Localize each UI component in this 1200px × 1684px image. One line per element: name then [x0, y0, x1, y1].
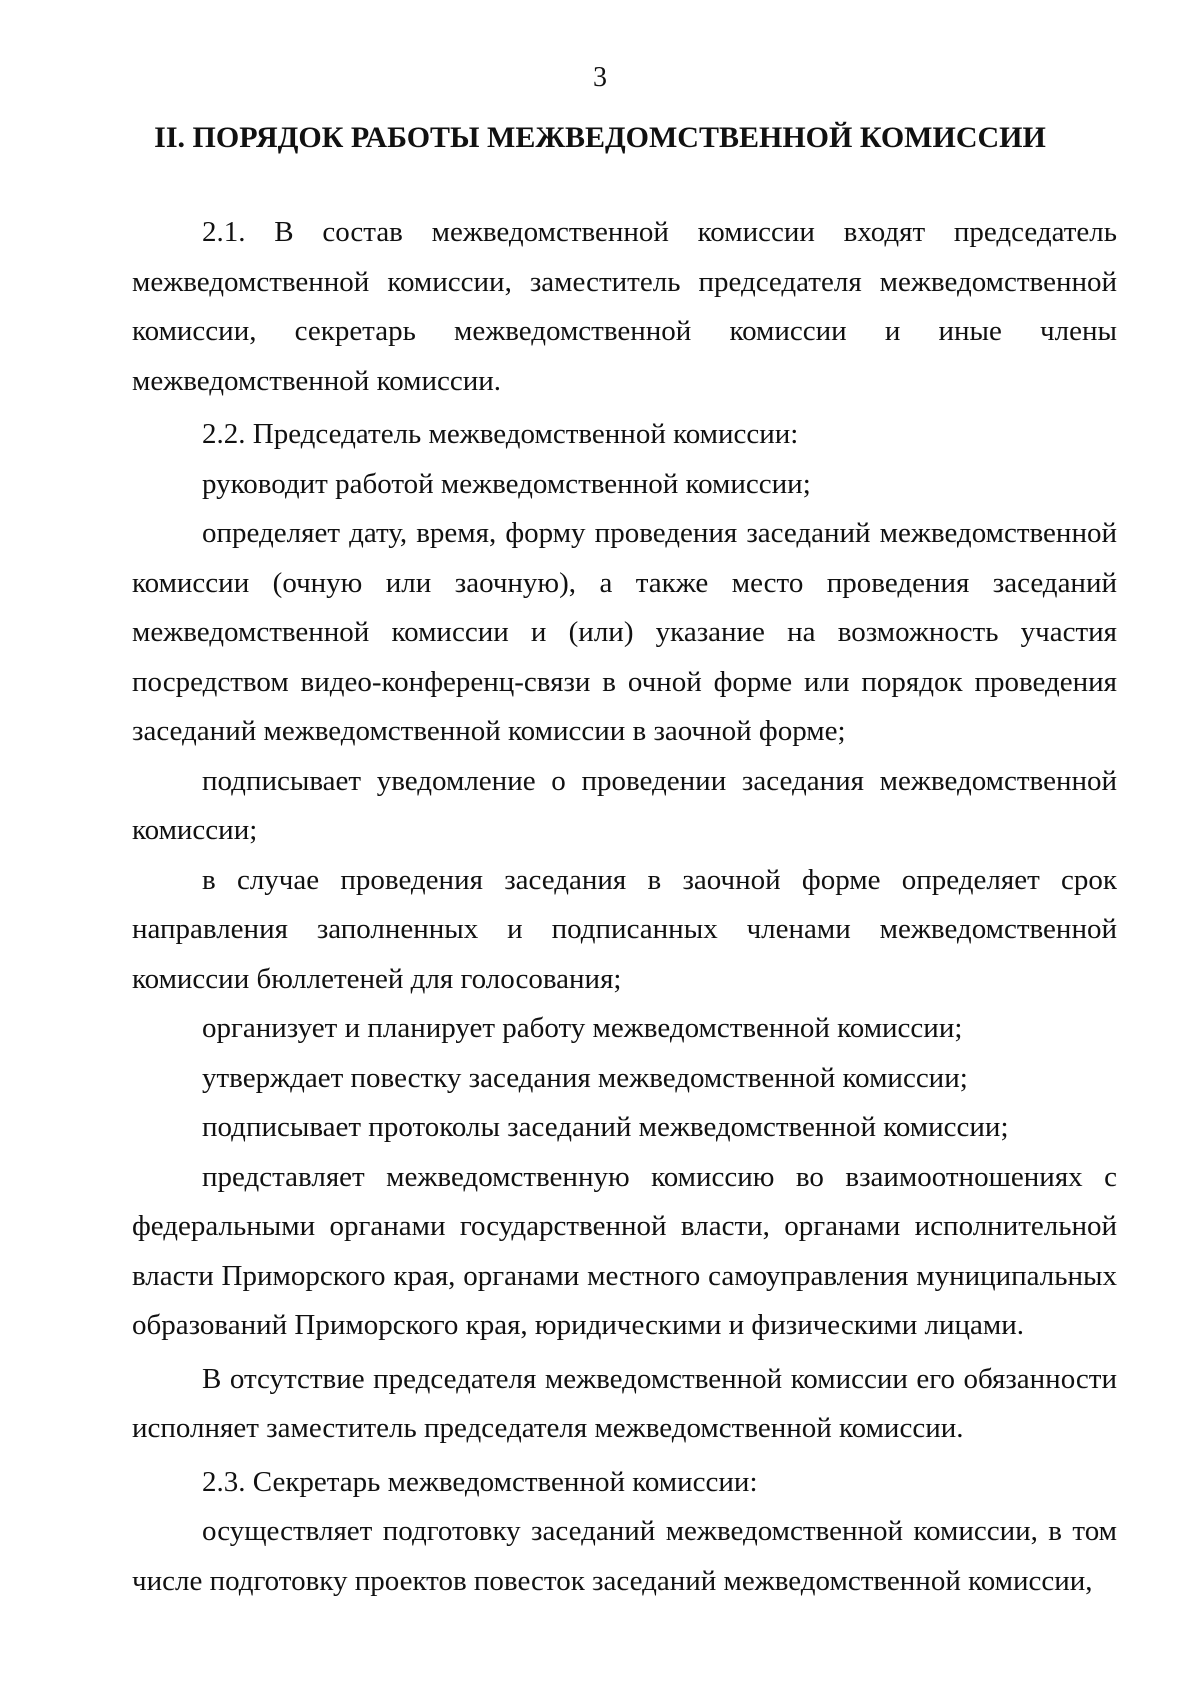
paragraph-chairman-duty-1: руководит работой межведомственной комиссии; — [202, 467, 811, 500]
paragraph-deputy: В отсутствие председателя межведомственной комиссии его обязанности исполняет заместитель председателя межведомственной комиссии. — [132, 1362, 1117, 1444]
paragraph-chairman-duty-3: подписывает уведомление о проведении заседания межведомственной комиссии; — [132, 764, 1117, 846]
paragraph-2-2-heading: 2.2. Председатель межведомственной комиссии: — [202, 418, 799, 450]
paragraph-chairman-duty-5: организует и планирует работу межведомственной комиссии; — [202, 1012, 963, 1044]
page-number: 3 — [593, 62, 607, 93]
paragraph-chairman-duty-6: утверждает повестку заседания межведомственной комиссии; — [202, 1061, 968, 1094]
paragraph-secretary-duty-1: осуществляет подготовку заседаний межведомственной комиссии, в том числе подготовку проектов повесток заседаний межведомственной комиссии, — [132, 1515, 1117, 1597]
paragraph-chairman-duty-2: определяет дату, время, форму проведения заседаний межведомственной комиссии (очную или заочную), а также место проведения заседаний межведомственной комиссии и (или) указание на возможность участия посредством видео-конференц-связи в очной форме или порядок проведения заседаний межведомственной комиссии в заочной форме; — [132, 517, 1117, 747]
paragraph-2-3-heading: 2.3. Секретарь межведомственной комиссии: — [202, 1465, 758, 1498]
paragraph-2-1: 2.1. В состав межведомственной комиссии входят председатель межведомственной комиссии, заместитель председателя межведомственной комиссии, секретарь межведомственной комиссии и иные члены межведомственной комиссии. — [132, 216, 1117, 397]
paragraph-chairman-duty-7: подписывает протоколы заседаний межведомственной комиссии; — [202, 1111, 1009, 1143]
section-title: II. ПОРЯДОК РАБОТЫ МЕЖВЕДОМСТВЕННОЙ КОМИССИИ — [154, 121, 1046, 154]
paragraph-chairman-duty-8: представляет межведомственную комиссию во взаимоотношениях с федеральными органами государственной власти, органами исполнительной власти Приморского края, органами местного самоуправления муниципальных образований Приморского края, юридическими и физическими лицами. — [132, 1160, 1117, 1341]
document-body — [132, 208, 1117, 1606]
paragraph-chairman-duty-4: в случае проведения заседания в заочной форме определяет срок направления заполненных и подписанных членами межведомственной комиссии бюллетеней для голосования; — [132, 863, 1117, 995]
